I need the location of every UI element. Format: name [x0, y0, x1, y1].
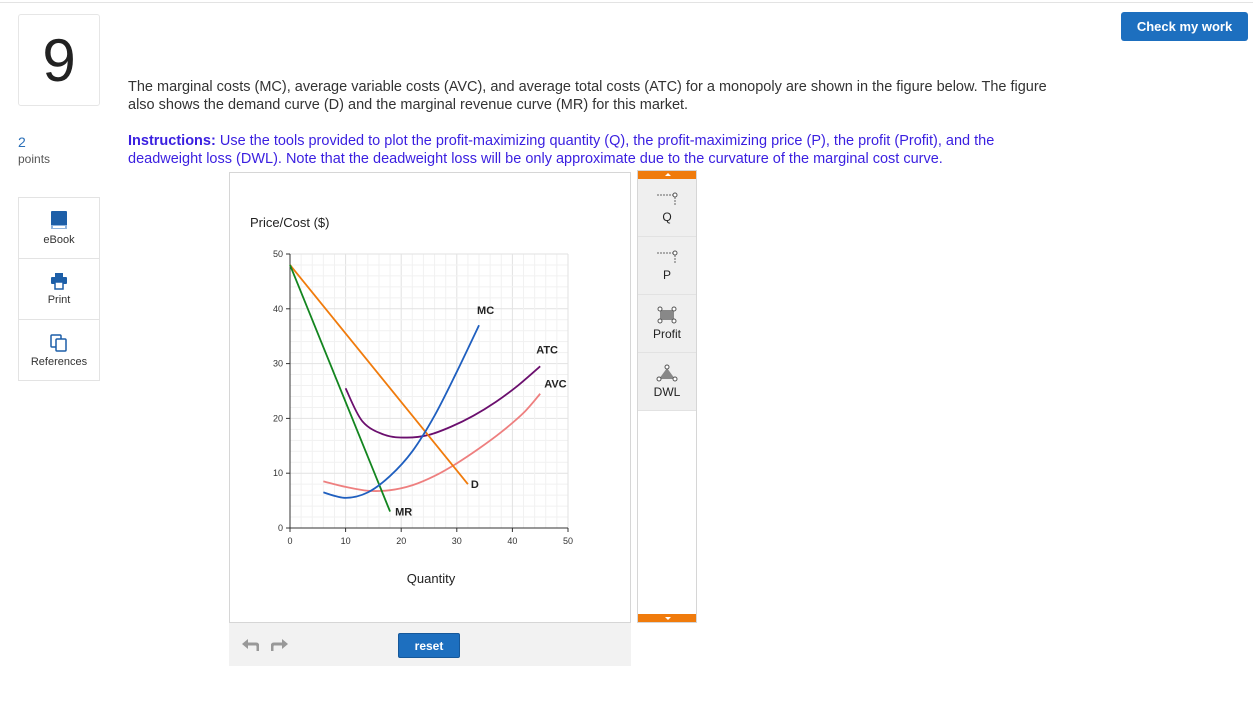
- top-divider: [0, 2, 1253, 3]
- check-my-work-button[interactable]: Check my work: [1121, 12, 1248, 41]
- mr-curve-label: MR: [395, 506, 413, 519]
- points-label: points: [18, 152, 51, 166]
- x-tick-label: 50: [562, 536, 574, 546]
- y-tick-label: 10: [272, 468, 283, 479]
- y-tick-label: 0: [277, 523, 283, 533]
- instructions-label: Instructions:: [128, 133, 216, 149]
- reset-button[interactable]: reset: [398, 633, 460, 658]
- series-line-mr[interactable]: [290, 265, 390, 512]
- tool-quantity[interactable]: [638, 179, 696, 237]
- tool-label: Profit: [652, 327, 681, 341]
- question-prompt: The marginal costs (MC), average variable costs (AVC), and average total costs (ATC) for a monopoly are shown in the figure below. The figure also shows the demand curve (D) and the marginal revenue curve (MR) for this market.: [128, 79, 1047, 113]
- tool-label: Q: [662, 210, 672, 224]
- y-tick-label: 50: [272, 249, 283, 259]
- points-info: [18, 134, 50, 166]
- instructions-text: Use the tools provided to plot the profit-maximizing quantity (Q), the profit-maximizing price (P), the profit (Profit), and the deadweight loss (DWL). Note that the deadweight loss will be only approximate due to the curvature of the marginal cost curve.: [128, 133, 995, 167]
- x-tick-label: 40: [507, 536, 518, 546]
- undo-icon[interactable]: [241, 639, 259, 653]
- x-axis-title: Quantity: [406, 571, 456, 586]
- mc-curve-label: MC: [477, 305, 495, 318]
- avc-curve-label: AVC: [544, 378, 567, 391]
- series-line-avc[interactable]: [323, 394, 540, 491]
- sidebar-item-label: Print: [47, 294, 71, 306]
- x-tick-label: 30: [451, 536, 462, 546]
- cost-revenue-chart[interactable]: [230, 173, 630, 622]
- price-line-icon: [655, 249, 679, 265]
- toolbox-scroll-up[interactable]: [638, 171, 696, 179]
- printer-icon: [50, 272, 68, 290]
- redo-icon[interactable]: [271, 639, 289, 653]
- sidebar-item-label: eBook: [43, 234, 75, 246]
- y-tick-label: 40: [272, 303, 283, 314]
- sidebar-item-ebook[interactable]: [19, 198, 99, 259]
- question-number: 9: [42, 26, 76, 94]
- resource-sidebar: [18, 197, 100, 381]
- tool-price[interactable]: [638, 237, 696, 295]
- quantity-line-icon: [655, 191, 679, 207]
- x-tick-label: 20: [396, 536, 407, 546]
- graph-controls: [229, 623, 631, 666]
- drawing-toolbox: [637, 170, 697, 623]
- question-number-box: [18, 14, 100, 106]
- copy-icon: [50, 334, 68, 352]
- y-tick-label: 30: [272, 358, 283, 369]
- sidebar-item-references[interactable]: [19, 320, 99, 381]
- points-value: 2: [18, 134, 26, 150]
- tool-label: P: [662, 268, 671, 282]
- d-curve-label: D: [470, 479, 479, 492]
- x-tick-label: 10: [340, 536, 351, 546]
- book-icon: [50, 210, 68, 230]
- tool-profit[interactable]: [638, 295, 696, 353]
- atc-curve-label: ATC: [536, 344, 558, 357]
- toolbox-scroll-down[interactable]: [638, 614, 696, 622]
- tool-dwl[interactable]: [638, 353, 696, 411]
- x-tick-label: 0: [287, 536, 293, 546]
- y-axis-title: Price/Cost ($): [250, 215, 330, 230]
- sidebar-item-print[interactable]: [19, 259, 99, 320]
- y-tick-label: 20: [272, 413, 283, 424]
- dwl-triangle-icon: [655, 364, 679, 382]
- graph-panel[interactable]: [229, 172, 631, 623]
- sidebar-item-label: References: [30, 355, 88, 368]
- profit-area-icon: [655, 306, 679, 324]
- tool-label: DWL: [653, 385, 681, 399]
- question-instructions: [128, 132, 1068, 168]
- series-line-atc[interactable]: [346, 366, 541, 437]
